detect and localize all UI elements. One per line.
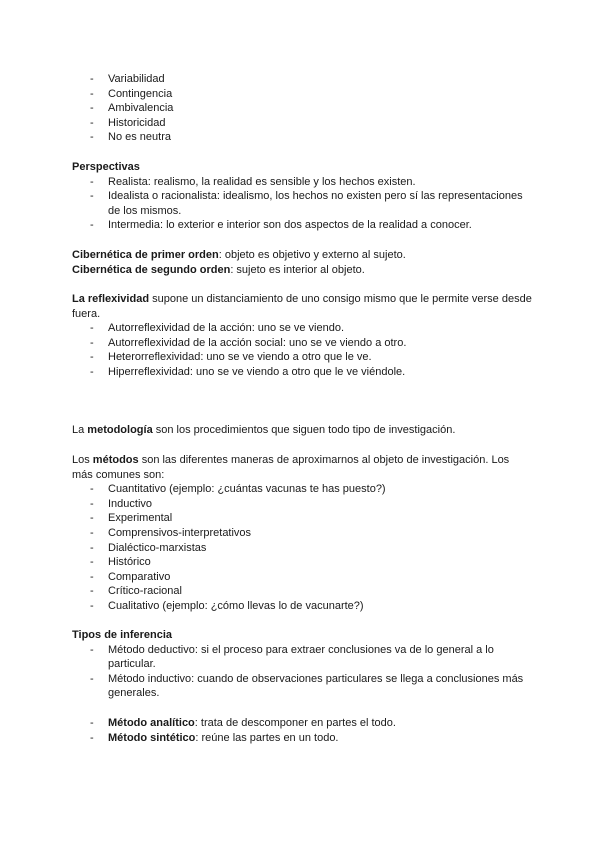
cibernetica-primer-orden: Cibernética de primer orden: objeto es objetivo y externo al sujeto. [72,249,406,261]
list-item: - Contingencia [90,87,173,100]
list-item: - Variabilidad [90,73,165,85]
metodologia-paragraph: La metodología son los procedimientos que siguen todo tipo de investigación. [72,424,456,436]
inferencia-heading: Tipos de inferencia [72,629,173,641]
list-item: - Heterorreflexividad: uno se ve viendo a otro que le ve. [90,351,372,364]
list-item: - Comprensivos-interpretativos [90,526,252,539]
list-item: - Ambivalencia [90,102,174,115]
list-item: - Autorreflexividad de la acción: uno se ve viendo. [90,322,345,335]
list-item: - No es neutra [90,131,171,144]
list-item: - Método deductivo: si el proceso para extraer conclusiones va de lo general a lo particular. [90,643,494,671]
metodos-paragraph: Los métodos son las diferentes maneras de aproximarnos al objeto de investigación. Los más comunes son: [72,454,510,481]
reflexividad-paragraph: La reflexividad supone un distanciamiento de uno consigo mismo que le permite verse desde fuera. [72,293,532,320]
list-item: - Intermedia: lo exterior e interior son dos aspectos de la realidad a conocer. [90,219,472,232]
list-item: - Método inductivo: cuando de observaciones particulares se llega a conclusiones más generales. [90,672,524,700]
list-item: - Hiperreflexividad: uno se ve viendo a otro que le ve viéndole. [90,365,406,378]
list-item: - Histórico [90,556,151,569]
list-item: - Historicidad [90,116,166,129]
list-item: - Crítico-racional [90,585,182,598]
metodos-list [72,482,532,613]
metodos-analitico-sintetico [72,716,532,745]
inferencia-section [72,628,532,701]
list-item: - Idealista o racionalista: idealismo, los hechos no existen pero sí las representaciones de los mismos. [90,190,523,217]
list-item: - Cualitativo (ejemplo: ¿cómo llevas lo de vacunarte?) [90,599,364,612]
cibernetica-section [72,248,532,277]
perspectivas-list [72,175,532,233]
metodologia-section [72,423,532,438]
list-item: - Autorreflexividad de la acción social: uno se ve viendo a otro. [90,336,407,349]
list-item: - Inductivo [90,497,153,510]
list-item: - Comparativo [90,570,171,583]
list-item: - Método analítico: trata de descomponer en partes el todo. [90,717,396,729]
reflexividad-list [72,321,532,379]
metodos-section [72,453,532,614]
list-item: - Método sintético: reúne las partes en un todo. [90,731,339,744]
list-item: - Realista: realismo, la realidad es sensible y los hechos existen. [90,175,416,188]
list-item: - Cuantitativo (ejemplo: ¿cuántas vacunas te has puesto?) [90,483,386,496]
list-item: - Dialéctico-marxistas [90,541,207,554]
cibernetica-segundo-orden: Cibernética de segundo orden: sujeto es interior al objeto. [72,263,365,276]
reflexividad-section [72,292,532,380]
perspectivas-section [72,160,532,233]
perspectivas-heading: Perspectivas [72,161,140,173]
list-item: - Experimental [90,512,173,525]
characteristics-section [72,72,532,145]
analitico-sintetico-list [72,716,532,745]
characteristics-list [72,72,532,145]
inferencia-list [72,643,532,701]
